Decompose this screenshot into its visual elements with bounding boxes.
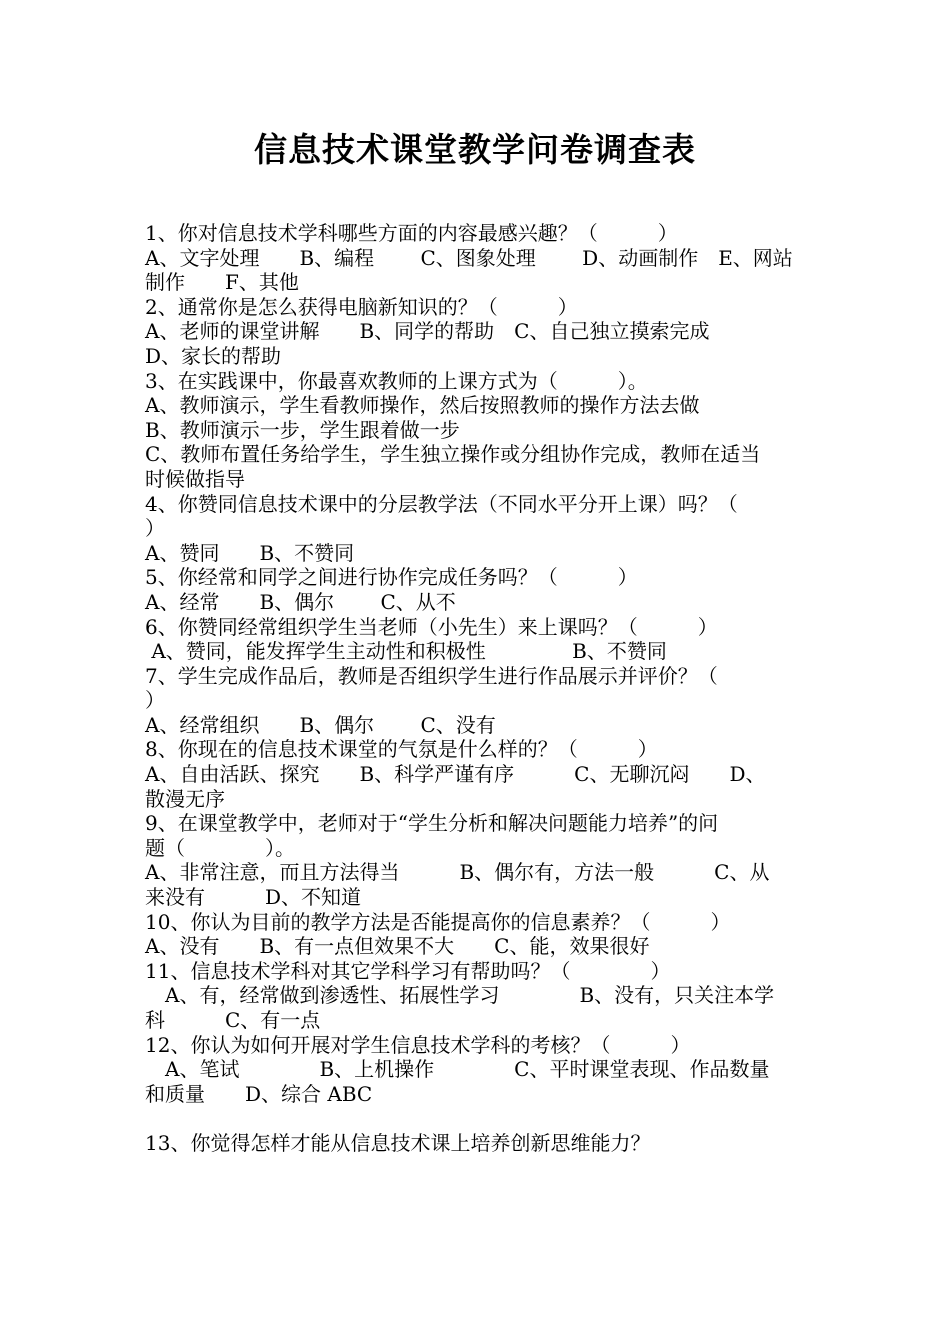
text-line: A、赞同 B、不赞同: [145, 540, 355, 565]
text-line: 散漫无序: [145, 786, 225, 811]
text-line: A、经常组织 B、偶尔 C、没有: [145, 712, 496, 737]
text-line: ）: [145, 516, 165, 541]
text-line: B、教师演示一步，学生跟着做一步: [145, 417, 460, 442]
text-line: 11、信息技术学科对其它学科学习有帮助吗？（ ）: [145, 958, 671, 983]
text-line: A、笔试 B、上机操作 C、平时课堂表现、作品数量: [145, 1057, 770, 1082]
text-line: 4、你赞同信息技术课中的分层教学法（不同水平分开上课）吗？（: [145, 491, 738, 516]
text-line: 3、在实践课中，你最喜欢教师的上课方式为（ ）。: [145, 368, 648, 393]
text-line: A、教师演示，学生看教师操作，然后按照教师的操作方法去做: [145, 393, 700, 418]
blank-line: [145, 1106, 813, 1131]
text-line: 1、你对信息技术学科哪些方面的内容最感兴趣？（ ）: [145, 221, 678, 245]
questionnaire-body: [145, 221, 813, 1156]
text-line: A、赞同，能发挥学生主动性和积极性 B、不赞同: [145, 639, 667, 664]
text-line: 9、在课堂教学中，老师对于“学生分析和解决问题能力培养”的问: [145, 811, 719, 836]
text-line: A、有，经常做到渗透性、拓展性学习 B、没有，只关注本学: [145, 983, 775, 1008]
text-line: ）: [145, 688, 165, 713]
text-line: 2、通常你是怎么获得电脑新知识的？（ ）: [145, 294, 578, 319]
text-line: 8、你现在的信息技术课堂的气氛是什么样的？（ ）: [145, 737, 658, 762]
text-line: 5、你经常和同学之间进行协作完成任务吗？（ ）: [145, 565, 638, 590]
text-line: A、老师的课堂讲解 B、同学的帮助 C、自己独立摸索完成: [145, 319, 710, 344]
text-line: 和质量 D、综合 ABC: [145, 1081, 373, 1106]
page-title: 信息技术课堂教学问卷调查表: [254, 130, 696, 169]
text-line: 制作 F、其他: [145, 270, 299, 295]
text-line: C、教师布置任务给学生，学生独立操作或分组协作完成，教师在适当: [145, 442, 761, 467]
text-line: A、没有 B、有一点但效果不大 C、能，效果很好: [145, 934, 650, 959]
text-line: 来没有 D、不知道: [145, 885, 362, 910]
text-line: 13、你觉得怎样才能从信息技术课上培养创新思维能力？: [145, 1130, 651, 1155]
text-line: 时候做指导: [145, 466, 245, 491]
text-line: 7、学生完成作品后，教师是否组织学生进行作品展示并评价？（: [145, 663, 718, 688]
text-line: 12、你认为如何开展对学生信息技术学科的考核？（ ）: [145, 1032, 691, 1057]
text-line: 题（ ）。: [145, 835, 295, 860]
text-line: A、非常注意，而且方法得当 B、偶尔有，方法一般 C、从: [145, 860, 770, 885]
text-line: 科 C、有一点: [145, 1008, 321, 1032]
text-line: D、家长的帮助: [145, 343, 282, 368]
text-line: A、经常 B、偶尔 C、从不: [145, 589, 456, 614]
text-line: 6、你赞同经常组织学生当老师（小先生）来上课吗？（ ）: [145, 614, 718, 639]
text-line: A、文字处理 B、编程 C、图象处理 D、动画制作 E、网站: [145, 245, 793, 270]
text-line: 10、你认为目前的教学方法是否能提高你的信息素养？（ ）: [145, 909, 731, 934]
text-line: A、自由活跃、探究 B、科学严谨有序 C、无聊沉闷 D、: [145, 762, 766, 787]
